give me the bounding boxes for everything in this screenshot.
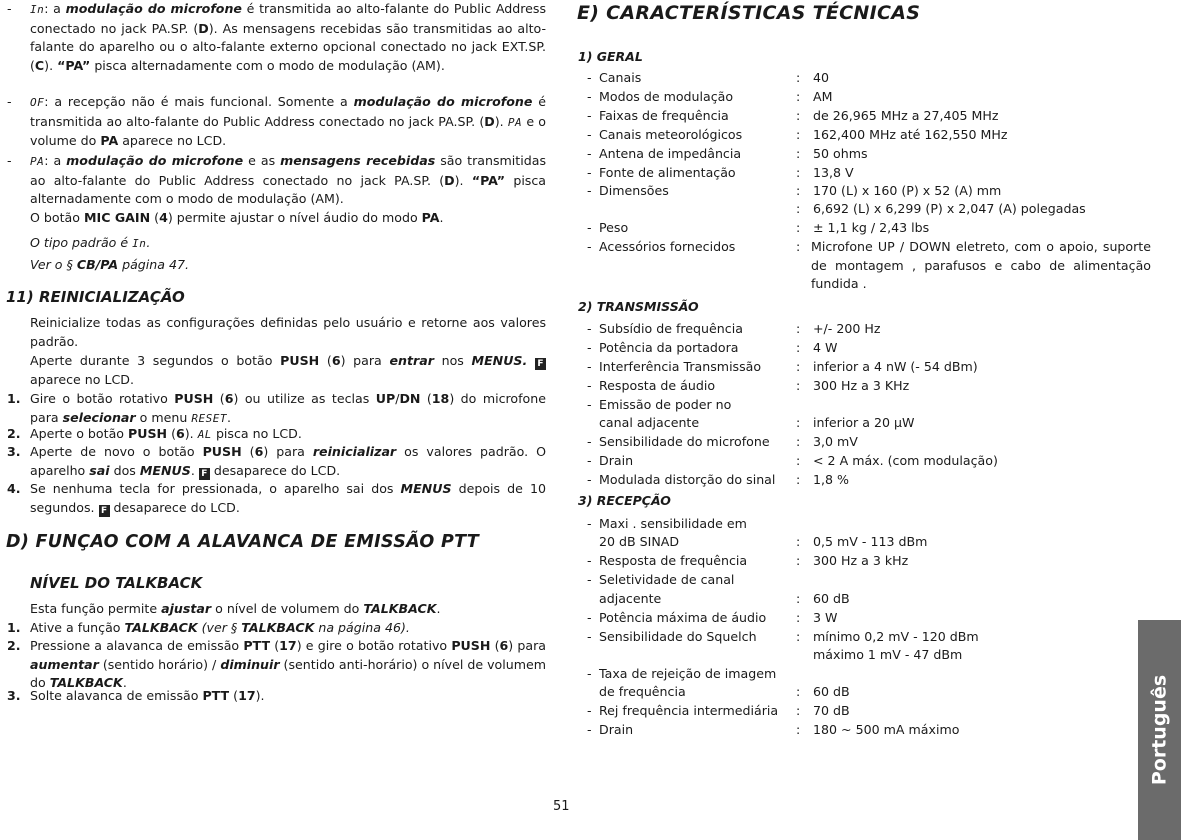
reset-enter-menus: Aperte durante 3 segundos o botão PUSH (6) para entrar nos MENUS. F aparece no LCD. — [30, 352, 546, 389]
spec-row: - Modulada distorção do sinal : 1,8 % — [587, 472, 849, 487]
reception-subtitle: 3) RECEPÇÃO — [578, 493, 671, 508]
spec-row: - Sensibilidade do Squelch : mínimo 0,2 mV - 120 dBm — [587, 629, 979, 644]
transmission-subtitle: 2) TRANSMISSÃO — [578, 299, 699, 314]
spec-row: - Seletividade de canal — [587, 572, 735, 587]
lcd-al-symbol: AL — [197, 428, 212, 441]
talkback-step-2: Pressione a alavanca de emissão PTT (17) e gire o botão rotativo PUSH (6) para aumentar (sentido horário) / diminuir (sentido anti-horário) o nível de volumem do TALKBACK. — [30, 638, 547, 691]
dash: - — [7, 153, 12, 168]
spec-row: - Drain : < 2 A máx. (com modulação) — [587, 453, 998, 468]
general-subtitle: 1) GERAL — [578, 49, 643, 64]
talkback-step-1: Ative a função TALKBACK (ver § TALKBACK na página 46). — [30, 620, 410, 635]
language-tab — [1138, 620, 1181, 840]
reset-step-2: Aperte o botão PUSH (6). AL pisca no LCD. — [30, 426, 302, 441]
lcd-f-icon: F — [199, 468, 210, 480]
spec-row: de frequência : 60 dB — [599, 684, 850, 699]
spec-row: - Emissão de poder no — [587, 397, 732, 412]
lcd-reset-symbol: RESET — [191, 411, 227, 425]
spec-row: - Potência da portadora : 4 W — [587, 340, 838, 355]
spec-row: canal adjacente : inferior a 20 μW — [599, 415, 915, 430]
mode-of-paragraph: OF: a recepção não é mais funcional. Somente a modulação do microfone é transmitida ao alto-falante do Public Address conectado no jack PA.SP. (D). PA e o volume do PA aparece no LCD. — [30, 94, 546, 149]
talkback-step-3: Solte alavanca de emissão PTT (17). — [30, 688, 265, 703]
spec-row: - Sensibilidade do microfone : 3,0 mV — [587, 434, 858, 449]
spec-row: - Peso : ± 1,1 kg / 2,43 lbs — [587, 220, 930, 235]
spec-row: - Faixas de frequência : de 26,965 MHz a 27,405 MHz — [587, 108, 999, 123]
reset-step-4: Se nenhuma tecla for pressionada, o aparelho sai dos MENUS depois de 10 segundos. F desaparece do LCD. — [30, 481, 547, 516]
spec-row: - Dimensões : 170 (L) x 160 (P) x 52 (A) mm — [587, 183, 1002, 198]
talkback-intro: Esta função permite ajustar o nível de volumem do TALKBACK. — [30, 601, 441, 616]
reset-section-title: 11) REINICIALIZAÇÃO — [6, 288, 185, 306]
spec-row: - Taxa de rejeição de imagem — [587, 666, 777, 681]
spec-row: - Maxi . sensibilidade em — [587, 516, 747, 531]
step-number: 1. — [7, 620, 21, 635]
lcd-f-icon: F — [535, 358, 546, 370]
step-number: 2. — [7, 426, 21, 441]
ptt-section-title: D) FUNÇAO COM A ALAVANCA DE EMISSÃO PTT — [6, 532, 479, 552]
spec-row: - Drain : 180 ~ 500 mA máximo — [587, 722, 960, 737]
spec-row: : 6,692 (L) x 6,299 (P) x 2,047 (A) polegadas — [796, 201, 1086, 216]
page-number: 51 — [553, 799, 570, 814]
dash: - — [7, 94, 12, 109]
mic-gain-paragraph: O botão MIC GAIN (4) permite ajustar o nível áudio do modo PA. — [30, 210, 444, 225]
lcd-of-symbol: OF — [30, 96, 45, 109]
step-number: 4. — [7, 481, 21, 496]
spec-row: - Resposta de frequência : 300 Hz a 3 kHz — [587, 553, 909, 568]
mode-pa-paragraph: PA: a modulação do microfone e as mensagens recebidas são transmitidas ao alto-falante do Public Address conectado no jack PA.SP. (D). “PA” pisca alternadamente com o modo de modulação (AM). — [30, 153, 547, 207]
spec-row: - Subsídio de frequência : +/- 200 Hz — [587, 321, 881, 336]
step-number: 2. — [7, 638, 21, 653]
spec-row: - Potência máxima de áudio : 3 W — [587, 610, 838, 625]
dash: - — [7, 1, 12, 16]
spec-row: - Rej frequência intermediária : 70 dB — [587, 703, 850, 718]
reset-intro: Reinicialize todas as configurações definidas pelo usuário e retorne aos valores padrão. — [30, 315, 546, 349]
default-type-paragraph: O tipo padrão é In. — [30, 235, 151, 250]
specs-title: E) CARACTERÍSTICAS TÉCNICAS — [577, 2, 921, 24]
mode-in-paragraph: In: a modulação do microfone é transmitida ao alto-falante do Public Address conectado no jack PA.SP. (D). As mensagens recebidas são transmitidas ao alto-falante do aparelho ou o alto-falante externo opcional conectado no jack EXT.SP. (C). “PA” pisca alternadamente com o modo de modulação (AM). — [30, 1, 547, 73]
lcd-pa-symbol: PA — [507, 115, 523, 129]
lcd-f-icon: F — [99, 505, 110, 517]
spec-row: - Modos de modulação : AM — [587, 89, 833, 104]
spec-row: - Canais meteorológicos : 162,400 MHz até 162,550 MHz — [587, 127, 1008, 142]
spec-value-multiline: Microfone UP / DOWN eletreto, com o apoio, suporte de montagem , parafusos e cabo de alimentação fundida . — [811, 239, 1151, 292]
talkback-subtitle: NÍVEL DO TALKBACK — [30, 574, 203, 592]
spec-row: - Acessórios fornecidos : — [587, 239, 801, 254]
lcd-in-symbol: In — [132, 237, 147, 250]
see-reference: Ver o § CB/PA página 47. — [30, 257, 190, 272]
spec-row: - Antena de impedância : 50 ohms — [587, 146, 868, 161]
spec-row: - Canais : 40 — [587, 70, 830, 85]
language-tab-label: Português — [1148, 674, 1171, 786]
reset-step-3: Aperte de novo o botão PUSH (6) para reinicializar os valores padrão. O aparelho sai dos MENUS. F desaparece do LCD. — [30, 444, 546, 479]
lcd-pa-symbol: PA — [30, 155, 45, 168]
spec-row: - Interferência Transmissão : inferior a 4 nW (- 54 dBm) — [587, 359, 978, 374]
spec-row: 20 dB SINAD : 0,5 mV - 113 dBm — [599, 534, 928, 549]
step-number: 3. — [7, 444, 21, 459]
step-number: 3. — [7, 688, 21, 703]
spec-row: - Resposta de áudio : 300 Hz a 3 KHz — [587, 378, 910, 393]
spec-row: adjacente : 60 dB — [599, 591, 850, 606]
step-number: 1. — [7, 391, 21, 406]
lcd-in-symbol: In — [30, 3, 45, 16]
spec-row: máximo 1 mV - 47 dBm — [813, 647, 963, 662]
spec-row: - Fonte de alimentação : 13,8 V — [587, 165, 854, 180]
reset-step-1: Gire o botão rotativo PUSH (6) ou utilize as teclas UP/DN (18) do microfone para selecionar o menu RESET. — [30, 391, 546, 425]
